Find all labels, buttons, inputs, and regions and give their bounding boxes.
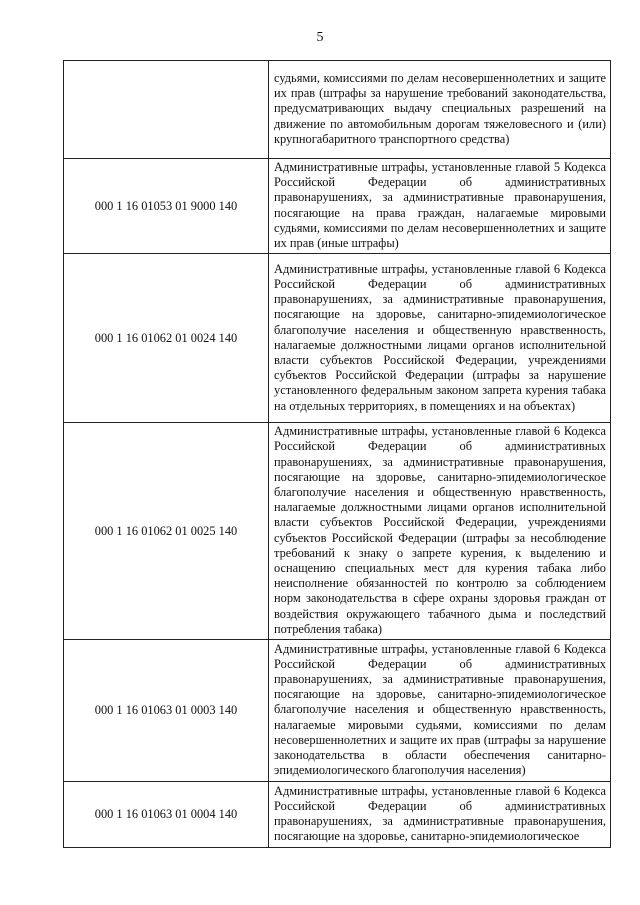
classification-table: [63, 60, 611, 848]
description-cell: Административные штрафы, установленные главой 6 Кодекса Российской Федерации об административных правонарушениях, за административные правонарушения, посягающие на здоровье, санитарно-эпидемиологическое: [269, 782, 611, 848]
code-cell: [64, 61, 269, 159]
table-row: [64, 159, 611, 254]
table-row: [64, 254, 611, 423]
code-cell: 000 1 16 01063 01 0003 140: [64, 640, 269, 782]
description-cell: судьями, комиссиями по делам несовершеннолетних и защите их прав (штрафы за нарушение требований законодательства, предусматривающих выдачу специальных разрешений на движение по автомобильным дорогам тяжеловесного и (или) крупногабаритного транспортного средства): [269, 61, 611, 159]
code-cell: 000 1 16 01062 01 0024 140: [64, 254, 269, 423]
table-row: [64, 782, 611, 848]
description-cell: Административные штрафы, установленные главой 6 Кодекса Российской Федерации об административных правонарушениях, за административные правонарушения, посягающие на здоровье, санитарно-эпидемиологическое благополучие населения и общественную нравственность, налагаемые мировыми судьями, комиссиями по делам несовершеннолетних и защите их прав (штрафы за нарушение законодательства в области обеспечения санитарно-эпидемиологического благополучия населения): [269, 640, 611, 782]
description-cell: Административные штрафы, установленные главой 5 Кодекса Российской Федерации об административных правонарушениях, за административные правонарушения, посягающие на права граждан, налагаемые мировыми судьями, комиссиями по делам несовершеннолетних и защите их прав (иные штрафы): [269, 159, 611, 254]
table-row: [64, 640, 611, 782]
table-row: [64, 61, 611, 159]
code-cell: 000 1 16 01053 01 9000 140: [64, 159, 269, 254]
code-cell: 000 1 16 01063 01 0004 140: [64, 782, 269, 848]
description-cell: Административные штрафы, установленные главой 6 Кодекса Российской Федерации об административных правонарушениях, за административные правонарушения, посягающие на здоровье, санитарно-эпидемиологическое благополучие населения и общественную нравственность, налагаемые должностными лицами органов исполнительной власти субъектов Российской Федерации, учреждениями субъектов Российской Федерации (штрафы за несоблюдение требований к знаку о запрете курения, к выделению и оснащению специальных мест для курения табака либо неисполнение обязанностей по контролю за соблюдением норм законодательства в сфере охраны здоровья граждан от воздействия окружающего табачного дыма и последствий потребления табака): [269, 423, 611, 640]
table-row: [64, 423, 611, 640]
code-cell: 000 1 16 01062 01 0025 140: [64, 423, 269, 640]
description-cell: Административные штрафы, установленные главой 6 Кодекса Российской Федерации об административных правонарушениях, за административные правонарушения, посягающие на здоровье, санитарно-эпидемиологическое благополучие населения и общественную нравственность, налагаемые должностными лицами органов исполнительной власти субъектов Российской Федерации, учреждениями субъектов Российской Федерации (штрафы за нарушение установленного федеральным законом запрета курения табака на отдельных территориях, в помещениях и на объектах): [269, 254, 611, 423]
page-number: 5: [316, 30, 324, 45]
